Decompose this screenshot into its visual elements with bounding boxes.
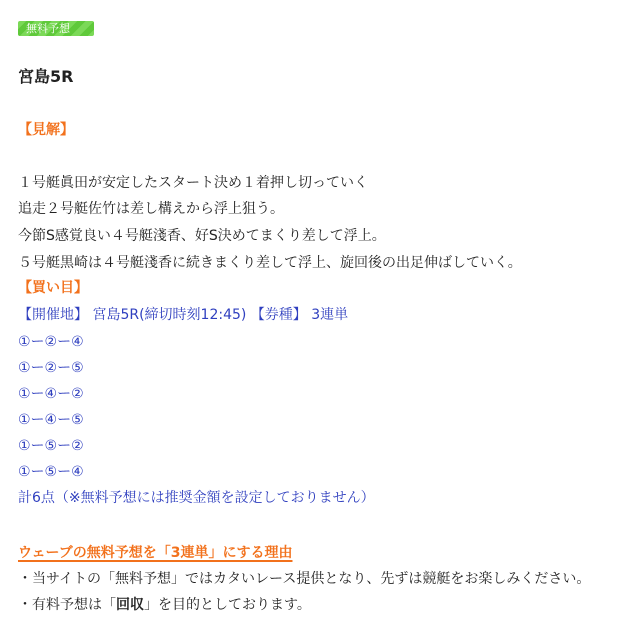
combo-item: ①ー⑤ー④ <box>18 464 84 480</box>
combo-item: ①ー②ー⑤ <box>18 360 84 376</box>
free-prediction-badge: 無料予想 <box>18 21 94 36</box>
opinion-heading: 【見解】 <box>18 122 74 138</box>
reason-suffix: 」を目的としております。 <box>144 597 311 613</box>
reason-strong: 回収 <box>116 597 144 613</box>
reason-line <box>18 596 311 614</box>
combo-item: ①ー④ー⑤ <box>18 412 84 428</box>
combo-item: ①ー⑤ー② <box>18 438 84 454</box>
opinion-line: ５号艇黒崎は４号艇淺香に続きまくり差して浮上、旋回後の出足伸ばしていく。 <box>18 255 522 271</box>
opinion-line: １号艇眞田が安定したスタート決め１着押し切っていく <box>18 175 368 191</box>
buy-heading: 【買い目】 <box>18 280 88 296</box>
opinion-line: 追走２号艇佐竹は差し構えから浮上狙う。 <box>18 201 284 217</box>
reason-line: ・当サイトの「無料予想」ではカタいレース提供となり、先ずは競艇をお楽しみください。 <box>18 571 591 587</box>
combo-item: ①ー④ー② <box>18 386 84 402</box>
total-points: 計6点（※無料予想には推奨金額を設定しておりません） <box>18 490 375 506</box>
opinion-line: 今節S感覚良い４号艇淺香、好S決めてまくり差して浮上。 <box>18 228 386 244</box>
combo-item: ①ー②ー④ <box>18 334 84 350</box>
reason-prefix: ・有料予想は「 <box>18 597 116 613</box>
page-title: 宮島5R <box>18 67 74 86</box>
reason-heading: ウェーブの無料予想を「3連単」にする理由 <box>18 545 293 561</box>
venue-info-line: 【開催地】 宮島5R(締切時刻12:45) 【券種】 3連単 <box>18 307 349 323</box>
